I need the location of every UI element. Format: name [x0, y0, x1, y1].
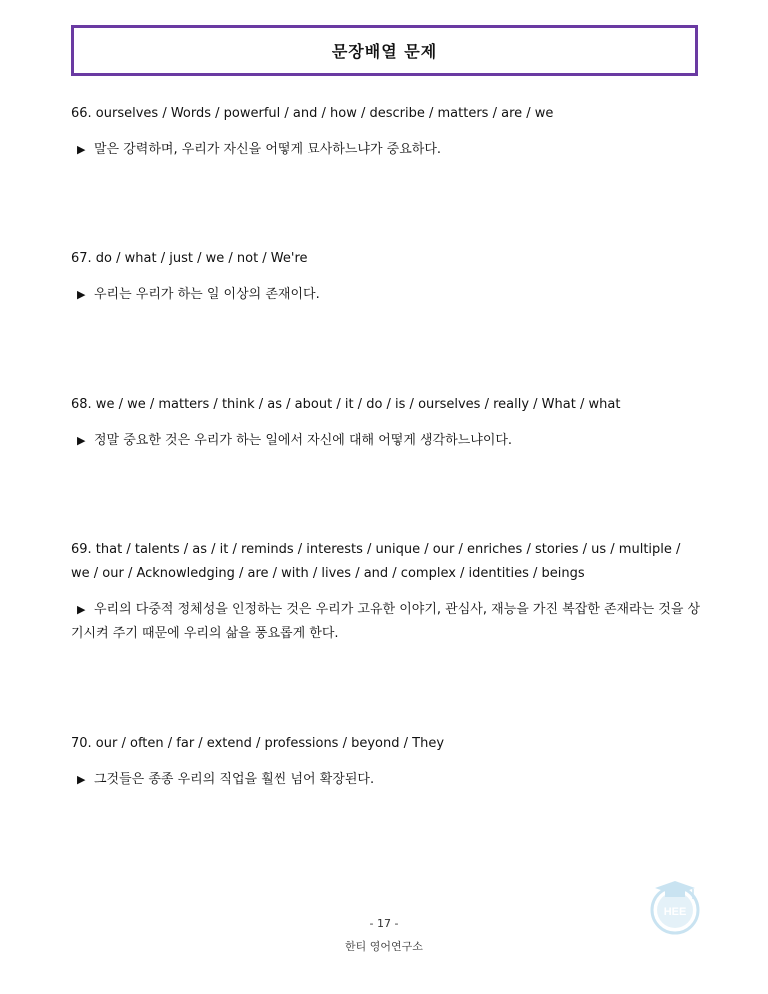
problem-question: 66. ourselves / Words / powerful / and / how / describe / matters / are / we: [71, 106, 554, 121]
problem-69: [71, 538, 701, 646]
title-box: [71, 25, 698, 76]
problem-67: [71, 247, 701, 307]
answer-text: 우리의 다중적 정체성을 인정하는 것은 우리가 고유한 이야기, 관심사, 재능을 가진 복잡한 존재라는 것을 상기시켜 주기 때문에 우리의 삶을 풍요롭게 한다.: [71, 602, 701, 641]
problem-68: [71, 393, 701, 453]
problem-answer: [71, 598, 701, 646]
problem-answer: [71, 429, 701, 453]
arrow-icon: ▶: [77, 434, 86, 447]
footer-organization: 한티 영어연구소: [345, 940, 423, 953]
problem-question: 67. do / what / just / we / not / We're: [71, 251, 308, 266]
answer-text: 그것들은 종종 우리의 직업을 훨씬 넘어 확장된다.: [94, 772, 375, 787]
arrow-icon: ▶: [77, 773, 86, 786]
problem-question: 68. we / we / matters / think / as / about / it / do / is / ourselves / really / What / what: [71, 397, 621, 412]
arrow-icon: ▶: [77, 288, 86, 301]
answer-text: 말은 강력하며, 우리가 자신을 어떻게 묘사하느냐가 중요하다.: [94, 142, 442, 157]
answer-text: 우리는 우리가 하는 일 이상의 존재이다.: [94, 287, 320, 302]
arrow-icon: ▶: [77, 603, 86, 616]
arrow-icon: ▶: [77, 143, 86, 156]
problem-answer: [71, 138, 701, 162]
problem-answer: [71, 768, 701, 792]
problem-question: 70. our / often / far / extend / professions / beyond / They: [71, 736, 445, 751]
page-number: - 17 -: [369, 917, 399, 930]
answer-text: 정말 중요한 것은 우리가 하는 일에서 자신에 대해 어떻게 생각하느냐이다.: [94, 433, 513, 448]
problem-question: 69. that / talents / as / it / reminds / interests / unique / our / enriches / stories / us / multiple / we / our / Acknowledging / are / with / lives / and / complex / identities / beings: [71, 542, 681, 581]
page-title: 문장배열 문제: [331, 42, 438, 61]
logo-text: HEE: [663, 906, 687, 918]
problem-answer: [71, 283, 701, 307]
problem-66: [71, 102, 701, 162]
problem-70: [71, 732, 701, 792]
